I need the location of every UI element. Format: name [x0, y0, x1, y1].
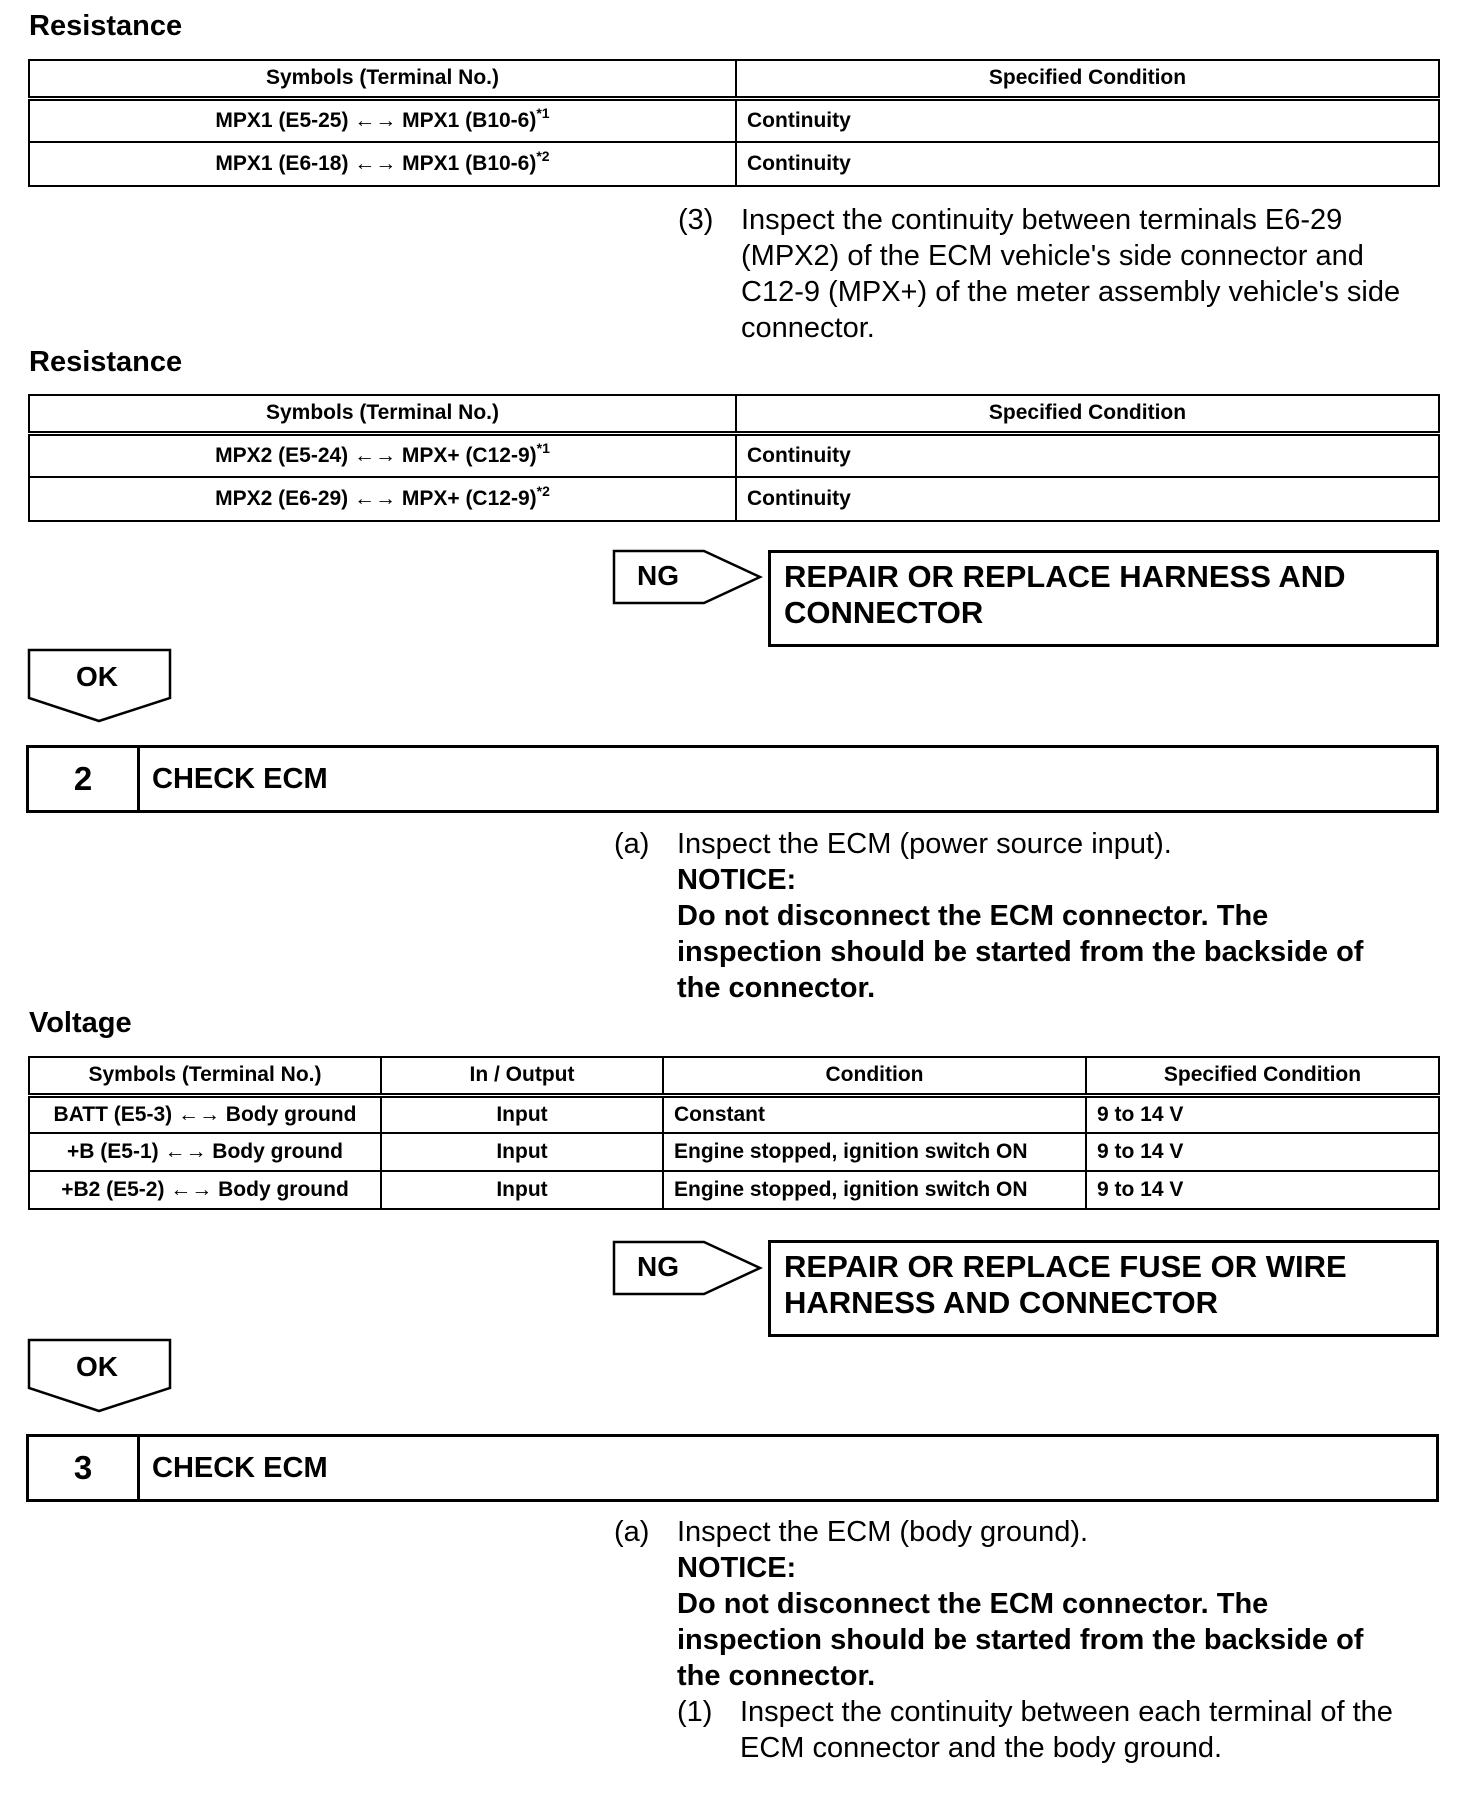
repair-action-line: REPAIR OR REPLACE FUSE OR WIRE	[784, 1249, 1347, 1284]
symbol-cell: MPX1 (E5-25) ←→ MPX1 $(B10-6)^{*1}$	[29, 98, 736, 142]
instruction-text	[741, 202, 1400, 346]
specified-condition-cell: 9 to 14 V	[1086, 1171, 1439, 1209]
repair-action-line: REPAIR OR REPLACE HARNESS AND	[784, 559, 1346, 594]
symbol-cell: MPX1 (E6-18) ←→ MPX1 $(B10-6)^{*2}$	[29, 142, 736, 186]
ok-label: OK	[76, 661, 118, 692]
instruction-label: (a)	[614, 1516, 650, 1548]
condition-cell: Engine stopped, ignition switch ON	[663, 1133, 1086, 1171]
section-heading-voltage: Voltage	[29, 1007, 132, 1039]
section-heading-resistance-2: Resistance	[29, 346, 183, 378]
instruction-line: Inspect the ECM (body ground).	[677, 1516, 1089, 1548]
column-header-symbols: Symbols (Terminal No.)	[29, 1057, 381, 1095]
repair-action-box	[768, 550, 1439, 647]
condition-cell: Constant	[663, 1095, 1086, 1133]
step-number: 2	[29, 748, 140, 810]
column-header-symbols: Symbols (Terminal No.)	[29, 60, 736, 98]
column-header-symbols: Symbols (Terminal No.)	[29, 395, 736, 433]
resistance-table-1	[28, 59, 1440, 187]
sub-instruction	[677, 1694, 1434, 1766]
instruction-text	[677, 826, 1363, 1006]
condition-cell: Continuity	[736, 142, 1439, 186]
step-title: CHECK ECM	[152, 762, 328, 795]
section-heading-resistance-1: Resistance	[29, 10, 183, 42]
symbol-cell: +B (E5-1) ←→ Body ground	[29, 1133, 381, 1171]
condition-cell: Engine stopped, ignition switch ON	[663, 1171, 1086, 1209]
in-output-cell: Input	[381, 1133, 663, 1171]
ng-arrow-icon	[612, 1239, 764, 1297]
instruction-label: (3)	[678, 204, 714, 236]
notice-line: the connector.	[677, 1660, 876, 1692]
instruction-line: connector.	[741, 312, 875, 344]
notice-line: inspection should be started from the backside of	[677, 936, 1364, 968]
column-header-condition: Condition	[663, 1057, 1086, 1095]
ng-arrow-icon	[612, 548, 764, 606]
step-2-instruction	[614, 826, 1434, 1006]
instruction-line: Inspect the continuity between each terminal of the	[740, 1696, 1393, 1728]
instruction-line: (MPX2) of the ECM vehicle's side connector and	[741, 240, 1364, 272]
step-number: 3	[29, 1437, 140, 1499]
notice-line: Do not disconnect the ECM connector. The	[677, 900, 1269, 932]
column-header-in-output: In / Output	[381, 1057, 663, 1095]
repair-action-line: HARNESS AND CONNECTOR	[784, 1285, 1219, 1320]
instruction-line: Inspect the continuity between terminals E6-29	[741, 204, 1343, 236]
instruction-line: Inspect the ECM (power source input).	[677, 828, 1172, 860]
table-row	[29, 1095, 1439, 1133]
notice-line: the connector.	[677, 972, 876, 1004]
condition-cell: Continuity	[736, 477, 1439, 521]
symbol-cell: MPX2 (E5-24) ←→ $MPX+ (C12-9)^{*1}$	[29, 433, 736, 477]
table-row	[29, 1133, 1439, 1171]
notice-title: NOTICE:	[677, 1552, 797, 1584]
in-output-cell: Input	[381, 1095, 663, 1133]
instruction-line: ECM connector and the body ground.	[740, 1732, 1223, 1764]
step-header-2	[26, 745, 1439, 813]
table-row	[29, 142, 1439, 186]
step-header-3	[26, 1434, 1439, 1502]
ng-label: NG	[637, 1251, 679, 1282]
step-title: CHECK ECM	[152, 1451, 328, 1484]
specified-condition-cell: 9 to 14 V	[1086, 1133, 1439, 1171]
resistance-table-2	[28, 394, 1440, 522]
step-3-instruction	[614, 1514, 1434, 1804]
ok-label: OK	[76, 1351, 118, 1382]
table-row	[29, 1171, 1439, 1209]
symbol-cell: +B2 (E5-2) ←→ Body ground	[29, 1171, 381, 1209]
table-row	[29, 433, 1439, 477]
table-row	[29, 477, 1439, 521]
notice-line: inspection should be started from the backside of	[677, 1624, 1364, 1656]
notice-line: Do not disconnect the ECM connector. The	[677, 1588, 1269, 1620]
notice-title: NOTICE:	[677, 864, 797, 896]
sub-instruction-label: (1)	[677, 1696, 713, 1728]
column-header-specified-condition: Specified Condition	[736, 60, 1439, 98]
instruction-line: C12-9 (MPX+) of the meter assembly vehicle's side	[741, 276, 1401, 308]
table-row	[29, 98, 1439, 142]
in-output-cell: Input	[381, 1171, 663, 1209]
condition-cell: Continuity	[736, 433, 1439, 477]
condition-cell: Continuity	[736, 98, 1439, 142]
specified-condition-cell: 9 to 14 V	[1086, 1095, 1439, 1133]
instruction-text	[677, 1514, 1434, 1766]
repair-action-line: CONNECTOR	[784, 595, 984, 630]
column-header-specified-condition: Specified Condition	[736, 395, 1439, 433]
ng-label: NG	[637, 560, 679, 591]
symbol-cell: MPX2 (E6-29) ←→ $MPX+ (C12-9)^{*2}$	[29, 477, 736, 521]
voltage-table	[28, 1056, 1440, 1210]
sub-instruction-text	[740, 1694, 1393, 1766]
instruction-label: (a)	[614, 828, 650, 860]
repair-action-box	[768, 1240, 1439, 1337]
instruction-step-3	[678, 202, 1458, 348]
symbol-cell: BATT (E5-3) ←→ Body ground	[29, 1095, 381, 1133]
column-header-specified-condition: Specified Condition	[1086, 1057, 1439, 1095]
